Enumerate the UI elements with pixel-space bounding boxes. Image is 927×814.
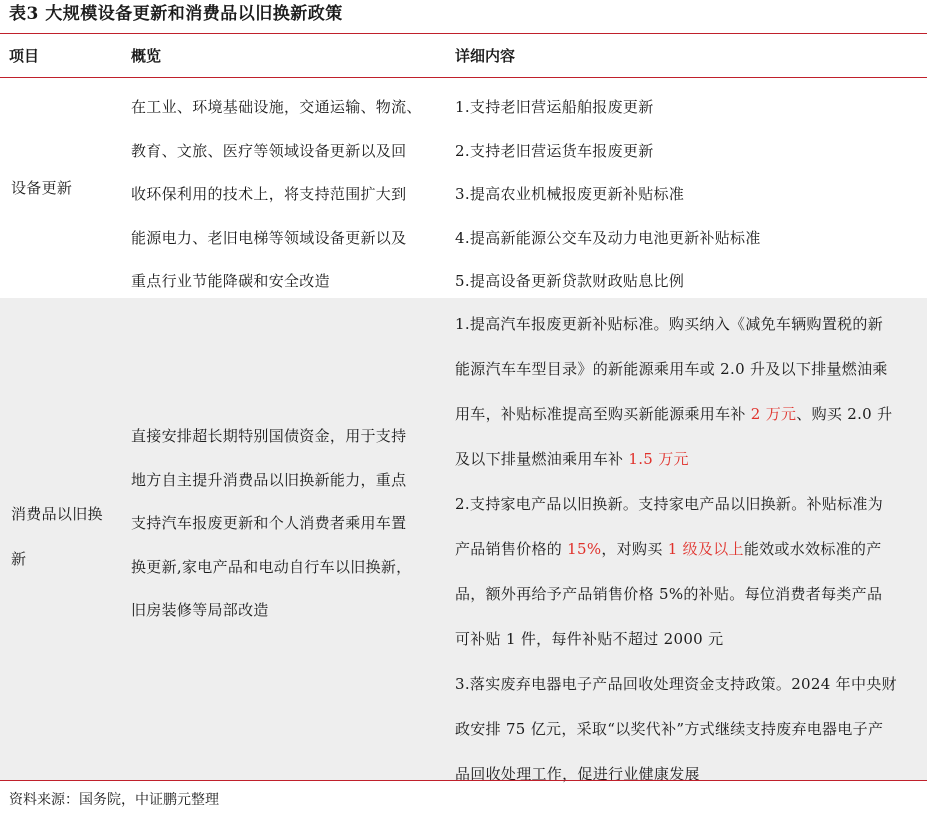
detail-line: 2.支持老旧营运货车报废更新 [455,141,654,160]
row1-item: 设备更新 [11,179,73,197]
detail-text: ，对购买 [601,540,668,558]
highlight-percent: 15% [567,540,602,558]
overview-line: 支持汽车报废更新和个人消费者乘用车置 [131,514,407,532]
overview-line: 换更新,家电产品和电动自行车以旧换新， [131,557,412,576]
header-item: 项目 [9,47,40,65]
highlight-grade: 1 级及以上 [667,540,744,558]
header-overview: 概览 [131,47,162,65]
bottom-rule [0,780,927,781]
detail-line: 品回收处理工作，促进行业健康发展 [455,765,700,783]
detail-line: 5.提高设备更新贷款财政贴息比例 [455,272,685,290]
row2-detail [455,302,920,797]
table-title: 表3 大规模设备更新和消费品以旧换新政策 [9,4,343,24]
overview-line: 地方自主提升消费品以旧换新能力，重点 [131,470,407,489]
highlight-amount: 1.5 万元 [628,450,689,468]
detail-line: 3.提高农业机械报废更新补贴标准 [455,185,685,203]
detail-line [455,392,920,437]
overview-line: 收环保利用的技术上，将支持范围扩大到 [131,185,407,203]
row1-overview [131,86,451,304]
detail-line: 能源汽车车型目录》的新能源乘用车或 2.0 升及以下排量燃油乘 [455,360,888,378]
detail-text: 用车，补贴标准提高至购买新能源乘用车补 [455,405,751,423]
detail-line: 1.提高汽车报废更新补贴标准。购买纳入《减免车辆购置税的新 [455,315,884,333]
detail-line: 品，额外再给予产品销售价格 5%的补贴。每位消费者每类产品 [455,585,883,603]
detail-line: 可补贴 1 件，每件补贴不超过 2000 元 [455,630,724,648]
source-note: 资料来源：国务院，中证鹏元整理 [9,792,219,808]
detail-text: 、购买 2.0 升 [796,405,893,423]
overview-line: 在工业、环境基础设施，交通运输、物流、 [131,98,422,116]
overview-line: 重点行业节能降碳和安全改造 [131,272,330,290]
detail-text: 产品销售价格的 [455,540,568,558]
detail-line: 2.支持家电产品以旧换新。支持家电产品以旧换新。补贴标准为 [455,495,884,513]
row2-overview [131,415,441,633]
item-line: 消费品以旧换 [11,505,103,523]
item-line: 新 [11,550,27,568]
top-rule [0,33,927,34]
row2-item [11,492,111,582]
overview-line: 能源电力、老旧电梯等领域设备更新以及 [131,228,407,247]
detail-text: 及以下排量燃油乘用车补 [455,450,629,468]
detail-text: 能效或水效标准的产 [743,540,882,558]
detail-line [455,437,920,482]
detail-line [455,527,920,572]
detail-line: 4.提高新能源公交车及动力电池更新补贴标准 [455,228,761,247]
overview-line: 旧房装修等局部改造 [131,601,269,619]
detail-line: 1.支持老旧营运船舶报废更新 [455,98,654,116]
overview-line: 教育、文旅、医疗等领域设备更新以及回 [131,141,407,160]
detail-line: 3.落实废弃电器电子产品回收处理资金支持政策。2024 年中央财 [455,675,897,693]
header-detail: 详细内容 [455,47,516,65]
detail-line: 政安排 75 亿元，采取“以奖代补”方式继续支持废弃电器电子产 [455,720,884,738]
row1-detail [455,86,920,304]
highlight-amount: 2 万元 [750,405,797,423]
header-rule [0,77,927,78]
overview-line: 直接安排超长期特别国债资金，用于支持 [131,427,407,445]
